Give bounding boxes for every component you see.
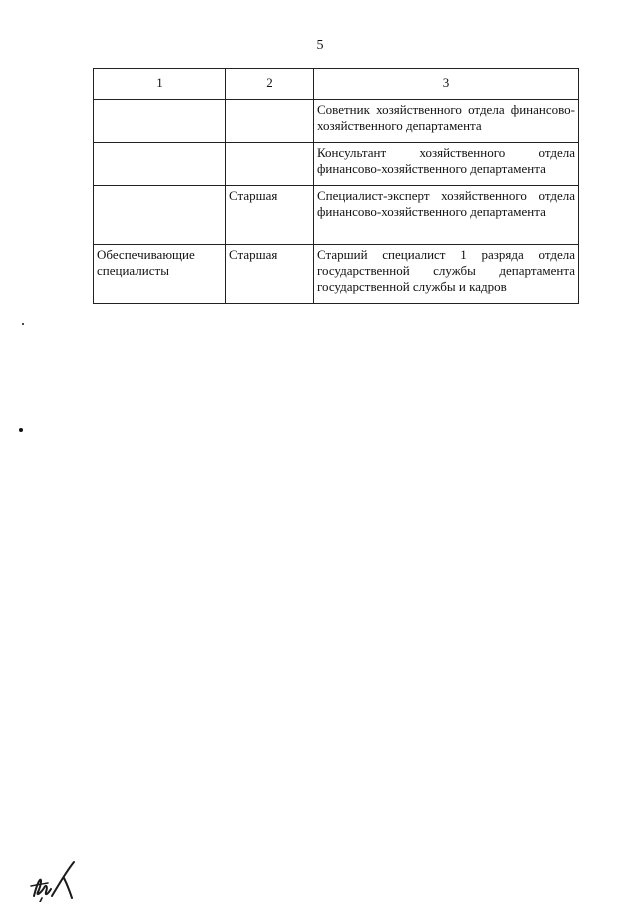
column-header-1: 1 <box>94 69 226 100</box>
table-row <box>94 100 579 143</box>
signature-mark <box>28 856 88 902</box>
group-cell <box>94 100 226 143</box>
page-number: 5 <box>316 38 324 53</box>
position-cell: Консультант хозяйственного отдела финансово-хозяйственного департамента <box>314 143 579 186</box>
scan-speck <box>22 323 24 325</box>
table-row <box>94 143 579 186</box>
position-cell: Специалист-эксперт хозяйственного отдела финансово-хозяйственного департамента <box>314 186 579 245</box>
category-cell <box>226 143 314 186</box>
column-header-2: 2 <box>226 69 314 100</box>
table-row <box>94 186 579 245</box>
group-cell <box>94 143 226 186</box>
scan-speck <box>19 428 23 432</box>
position-cell: Советник хозяйственного отдела финансово-хозяйственного департамента <box>314 100 579 143</box>
group-cell <box>94 186 226 245</box>
group-cell: Обеспечивающие специалисты <box>94 245 226 304</box>
positions-table <box>93 68 579 304</box>
category-cell: Старшая <box>226 186 314 245</box>
table-header-row <box>94 69 579 100</box>
position-cell: Старший специалист 1 разряда отдела государственной службы департамента государственной службы и кадров <box>314 245 579 304</box>
column-header-3: 3 <box>314 69 579 100</box>
category-cell: Старшая <box>226 245 314 304</box>
category-cell <box>226 100 314 143</box>
table-row <box>94 245 579 304</box>
